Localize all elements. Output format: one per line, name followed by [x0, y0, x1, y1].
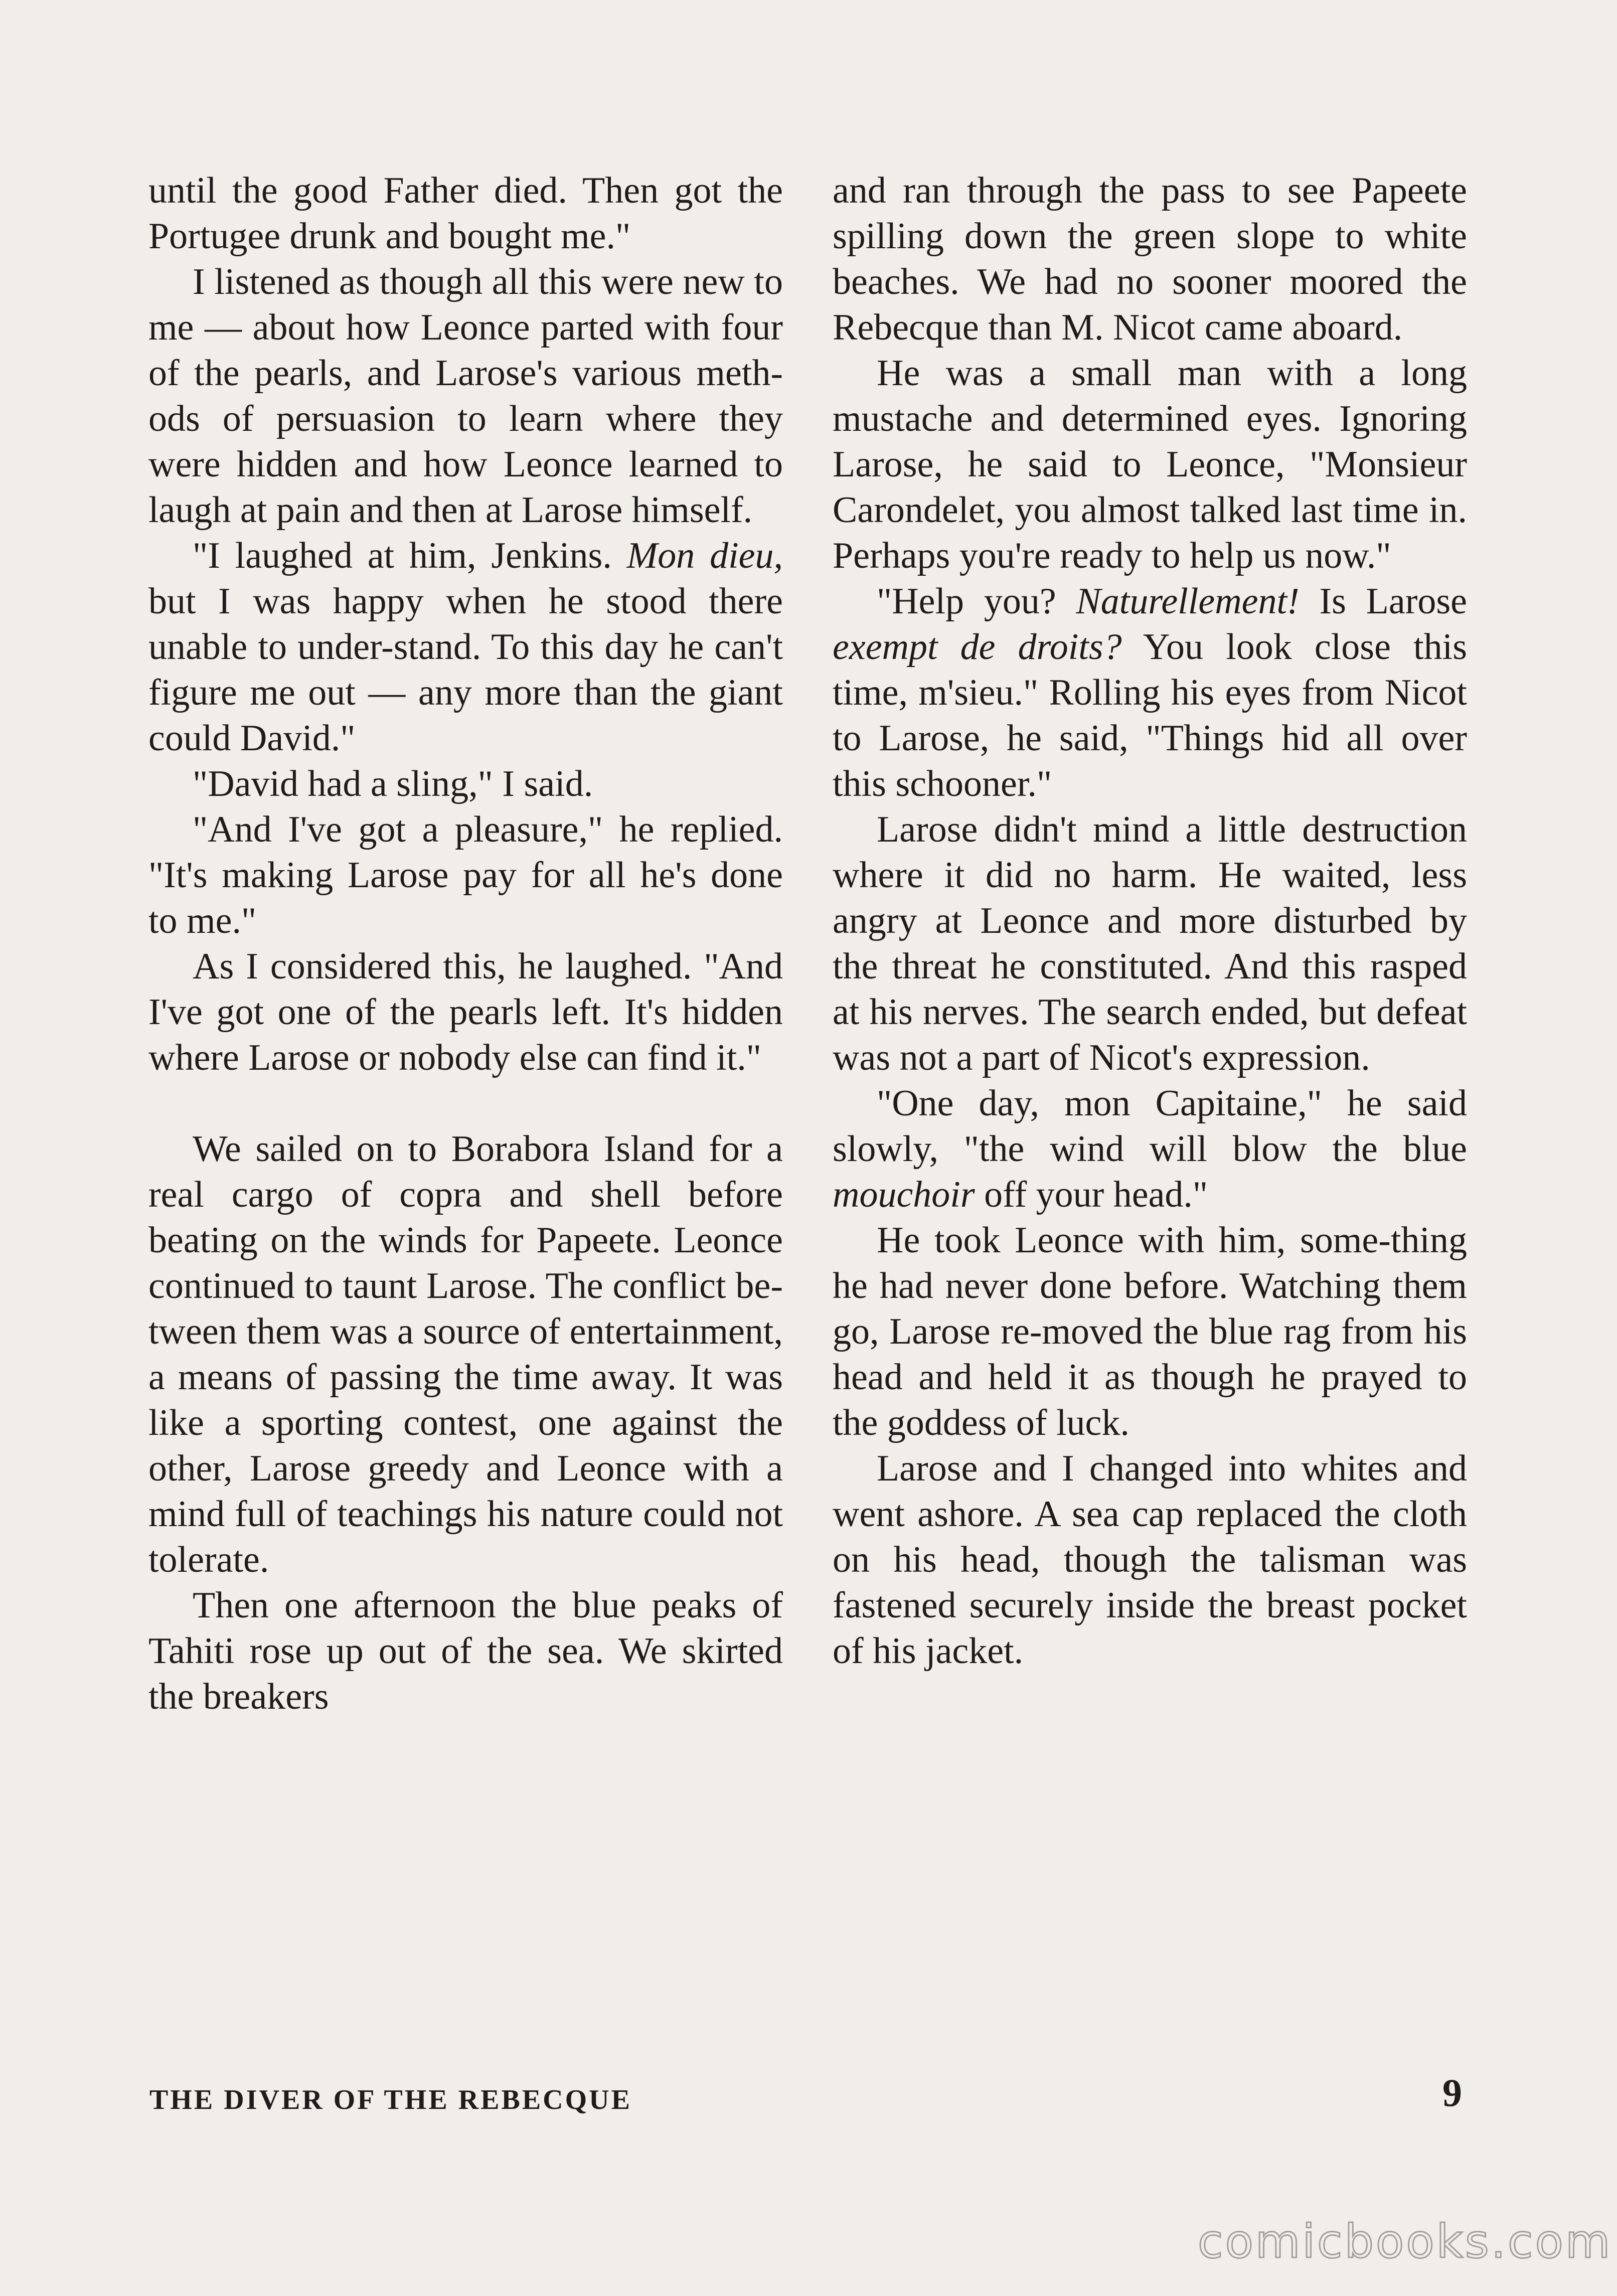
paragraph: Then one afternoon the blue peaks of Tahiti rose up out of the sea. We skirted the breakers: [148, 1585, 783, 1717]
paragraph: [833, 579, 1467, 807]
paragraph: "And I've got a pleasure," he replied. "It's making Larose pay for all he's done to me.": [148, 809, 783, 941]
text-run: You look close this time, m'sieu." Rolling his eyes from Nicot to Larose, he said, "Things hid all over this schooner.": [833, 626, 1467, 804]
paragraph: Larose and I changed into whites and went ashore. A sea cap replaced the cloth on his head, though the talisman was fastened securely inside the breast pocket of his jacket.: [833, 1448, 1467, 1672]
italic-text: exempt de droits?: [833, 626, 1122, 668]
italic-text: Mon dieu,: [626, 535, 783, 576]
paragraph: "David had a sling," I said.: [193, 763, 593, 804]
text-run: off your head.": [975, 1174, 1208, 1215]
page-number: 9: [1442, 2071, 1462, 2114]
text-run: "I laughed at him, Jenkins.: [193, 535, 627, 576]
paragraph: and ran through the pass to see Papeete spilling down the green slope to white beaches. We had no sooner moored the Rebecque than M. Nicot came aboard.: [833, 170, 1467, 348]
paragraph: As I considered this, he laughed. "And I've got one of the pearls left. It's hidden where Larose or nobody else can find it.": [148, 946, 783, 1078]
italic-text: mouchoir: [833, 1174, 975, 1215]
text-run: but I was happy when he stood there unable to under-stand. To this day he can't figure me out — any more than the giant could David.": [148, 581, 783, 759]
running-footer-title: THE DIVER OF THE REBECQUE: [149, 2084, 632, 2115]
left-column: [148, 168, 783, 1720]
italic-text: Naturellement!: [1076, 581, 1300, 622]
site-watermark: comicbooks.com: [1198, 2215, 1612, 2268]
text-run: Is Larose: [1299, 581, 1467, 622]
text-run: "One day, mon Capitaine," he said slowly, "the wind will blow the blue: [833, 1083, 1467, 1170]
text-run: "Help you?: [877, 581, 1076, 622]
paragraph: We sailed on to Borabora Island for a real cargo of copra and shell before beating on the winds for Papeete. Leonce continued to taunt Larose. The conflict be-tween them was a source of entertainment, a means of passing the time away. It was like a sporting contest, one against the other, Larose greedy and Leonce with a mind full of teachings his nature could not tolerate.: [148, 1128, 783, 1580]
paragraph: He was a small man with a long mustache and determined eyes. Ignoring Larose, he said to Leonce, "Monsieur Carondelet, you almost talked last time in. Perhaps you're ready to help us now.": [833, 353, 1467, 576]
paragraph: until the good Father died. Then got the Portugee drunk and bought me.": [148, 170, 783, 257]
paragraph: I listened as though all this were new to me — about how Leonce parted with four of the pearls, and Larose's various meth-ods of persuasion to learn where they were hidden and how Leonce learned to laugh at pain and then at Larose himself.: [148, 261, 783, 531]
paragraph: Larose didn't mind a little destruction where it did no harm. He waited, less angry at Leonce and more disturbed by the threat he constituted. And this rasped at his nerves. The search ended, but defeat was not a part of Nicot's expression.: [833, 809, 1467, 1078]
paragraph: [833, 1081, 1467, 1218]
right-column: [833, 168, 1467, 1674]
paragraph: He took Leonce with him, some-thing he had never done before. Watching them go, Larose re-moved the blue rag from his head and held it as though he prayed to the goddess of luck.: [833, 1220, 1467, 1443]
paragraph: [148, 533, 783, 761]
